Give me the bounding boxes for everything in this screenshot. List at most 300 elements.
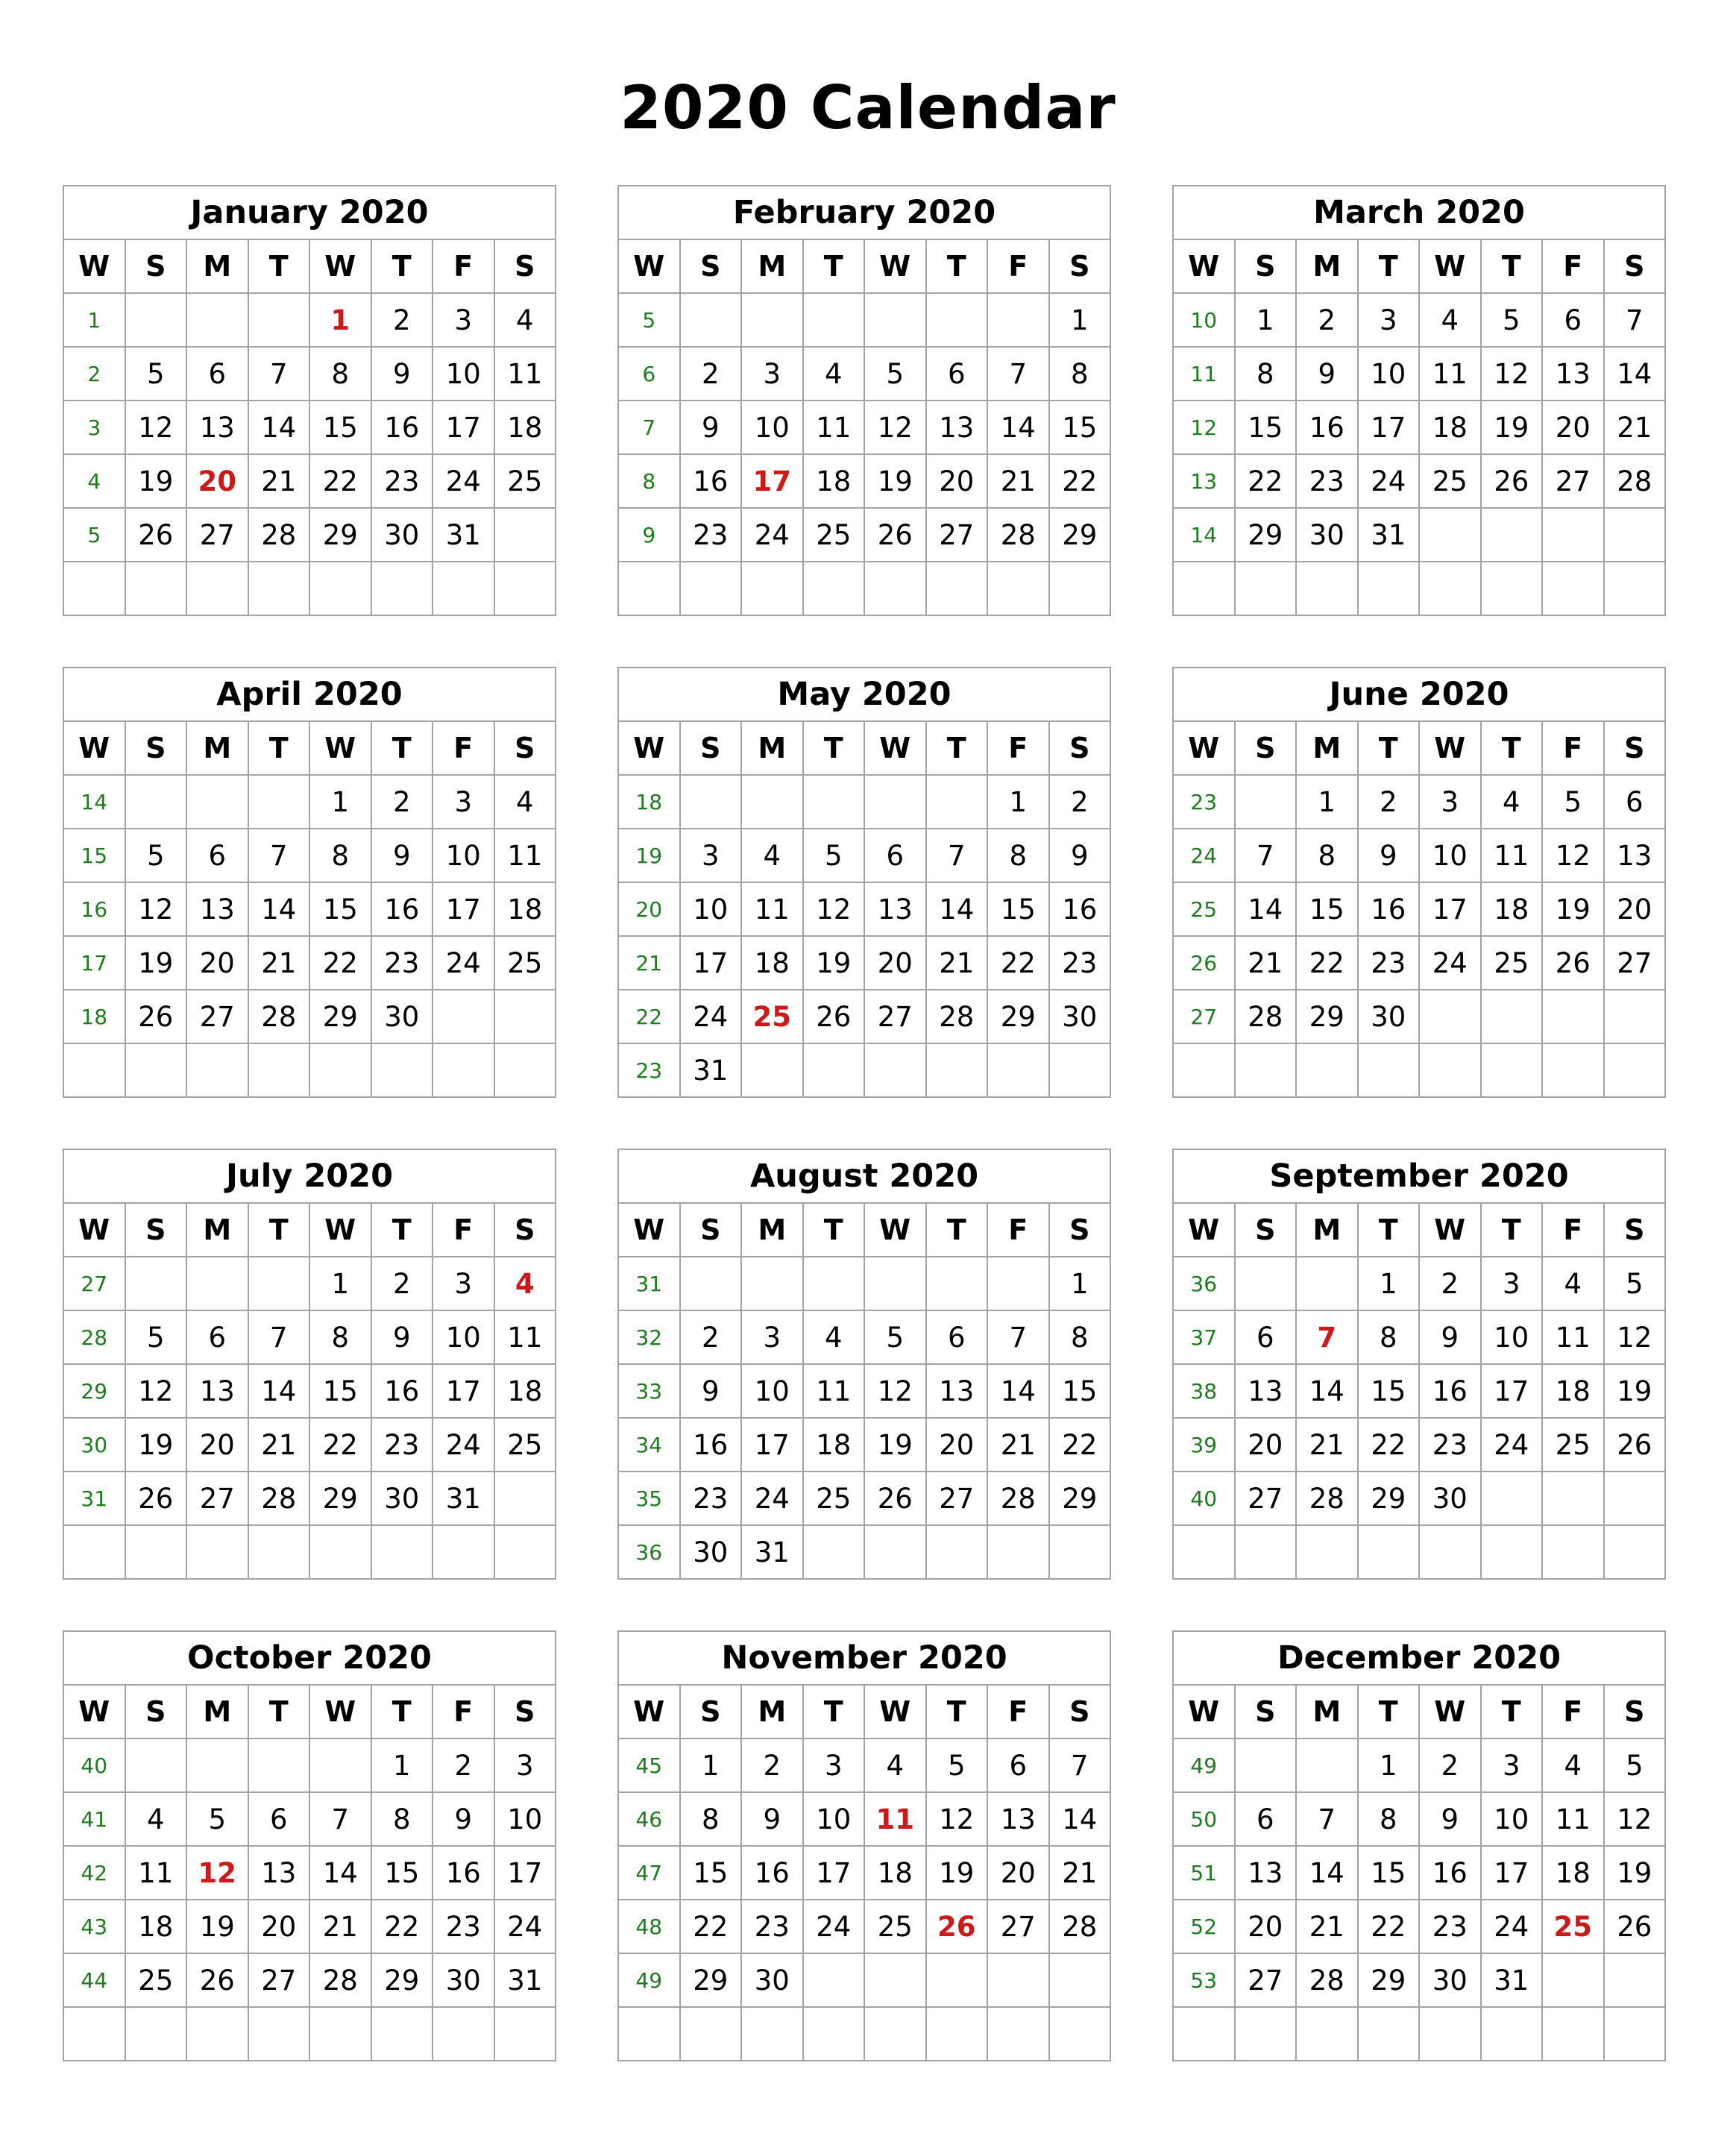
day-cell[interactable]: 14 xyxy=(1296,1364,1358,1418)
day-cell[interactable]: 7 xyxy=(1604,293,1666,347)
day-cell[interactable]: 29 xyxy=(309,1472,371,1525)
day-cell[interactable]: 16 xyxy=(1049,882,1111,936)
day-cell[interactable]: 28 xyxy=(248,1472,310,1525)
day-cell[interactable]: 1 xyxy=(309,775,371,829)
day-cell[interactable]: 13 xyxy=(987,1792,1049,1846)
day-cell[interactable]: 3 xyxy=(1481,1257,1543,1310)
holiday-day-cell[interactable]: 4 xyxy=(494,1257,556,1310)
day-cell[interactable]: 3 xyxy=(433,293,494,347)
day-cell[interactable]: 11 xyxy=(1419,347,1481,401)
day-cell[interactable]: 7 xyxy=(248,829,310,882)
day-cell[interactable]: 13 xyxy=(864,882,926,936)
day-cell[interactable]: 1 xyxy=(1358,1739,1420,1792)
day-cell[interactable]: 18 xyxy=(1419,401,1481,454)
day-cell[interactable]: 22 xyxy=(1358,1418,1420,1472)
day-cell[interactable]: 21 xyxy=(1296,1900,1358,1953)
day-cell[interactable]: 11 xyxy=(803,401,865,454)
day-cell[interactable]: 25 xyxy=(494,454,556,508)
day-cell[interactable]: 17 xyxy=(680,936,742,990)
day-cell[interactable]: 5 xyxy=(926,1739,988,1792)
day-cell[interactable]: 26 xyxy=(1481,454,1543,508)
day-cell[interactable]: 31 xyxy=(1358,508,1420,562)
day-cell[interactable]: 7 xyxy=(987,347,1049,401)
day-cell[interactable]: 15 xyxy=(987,882,1049,936)
day-cell[interactable]: 13 xyxy=(926,1364,988,1418)
day-cell[interactable]: 29 xyxy=(371,1953,433,2007)
day-cell[interactable]: 25 xyxy=(125,1953,187,2007)
day-cell[interactable]: 16 xyxy=(371,882,433,936)
day-cell[interactable]: 31 xyxy=(433,1472,494,1525)
day-cell[interactable]: 26 xyxy=(125,990,187,1043)
day-cell[interactable]: 7 xyxy=(248,347,310,401)
day-cell[interactable]: 2 xyxy=(371,775,433,829)
day-cell[interactable]: 30 xyxy=(371,508,433,562)
day-cell[interactable]: 18 xyxy=(803,1418,865,1472)
day-cell[interactable]: 2 xyxy=(680,1310,742,1364)
day-cell[interactable]: 4 xyxy=(494,775,556,829)
day-cell[interactable]: 18 xyxy=(1481,882,1543,936)
day-cell[interactable]: 19 xyxy=(864,1418,926,1472)
day-cell[interactable]: 20 xyxy=(926,454,988,508)
day-cell[interactable]: 5 xyxy=(803,829,865,882)
day-cell[interactable]: 31 xyxy=(680,1043,742,1097)
day-cell[interactable]: 8 xyxy=(309,1310,371,1364)
day-cell[interactable]: 8 xyxy=(371,1792,433,1846)
day-cell[interactable]: 8 xyxy=(1358,1310,1420,1364)
day-cell[interactable]: 9 xyxy=(371,1310,433,1364)
day-cell[interactable]: 24 xyxy=(1481,1418,1543,1472)
day-cell[interactable]: 14 xyxy=(1604,347,1666,401)
day-cell[interactable]: 15 xyxy=(1235,401,1297,454)
day-cell[interactable]: 1 xyxy=(1049,1257,1111,1310)
day-cell[interactable]: 4 xyxy=(1481,775,1543,829)
day-cell[interactable]: 23 xyxy=(1419,1900,1481,1953)
day-cell[interactable]: 29 xyxy=(309,990,371,1043)
day-cell[interactable]: 11 xyxy=(1542,1792,1604,1846)
day-cell[interactable]: 23 xyxy=(1049,936,1111,990)
day-cell[interactable]: 26 xyxy=(125,1472,187,1525)
day-cell[interactable]: 18 xyxy=(803,454,865,508)
day-cell[interactable]: 20 xyxy=(186,1418,248,1472)
day-cell[interactable]: 7 xyxy=(987,1310,1049,1364)
day-cell[interactable]: 9 xyxy=(1419,1310,1481,1364)
day-cell[interactable]: 17 xyxy=(803,1846,865,1900)
day-cell[interactable]: 7 xyxy=(1235,829,1297,882)
day-cell[interactable]: 4 xyxy=(864,1739,926,1792)
day-cell[interactable]: 25 xyxy=(494,1418,556,1472)
day-cell[interactable]: 12 xyxy=(803,882,865,936)
day-cell[interactable]: 26 xyxy=(1542,936,1604,990)
day-cell[interactable]: 17 xyxy=(741,1418,803,1472)
day-cell[interactable]: 13 xyxy=(1235,1364,1297,1418)
day-cell[interactable]: 4 xyxy=(741,829,803,882)
holiday-day-cell[interactable]: 12 xyxy=(186,1846,248,1900)
day-cell[interactable]: 27 xyxy=(186,508,248,562)
day-cell[interactable]: 21 xyxy=(248,454,310,508)
day-cell[interactable]: 24 xyxy=(680,990,742,1043)
day-cell[interactable]: 24 xyxy=(741,508,803,562)
day-cell[interactable]: 5 xyxy=(125,1310,187,1364)
holiday-day-cell[interactable]: 20 xyxy=(186,454,248,508)
day-cell[interactable]: 29 xyxy=(987,990,1049,1043)
day-cell[interactable]: 17 xyxy=(433,882,494,936)
day-cell[interactable]: 19 xyxy=(125,1418,187,1472)
day-cell[interactable]: 24 xyxy=(433,454,494,508)
day-cell[interactable]: 1 xyxy=(371,1739,433,1792)
day-cell[interactable]: 16 xyxy=(371,1364,433,1418)
day-cell[interactable]: 12 xyxy=(1604,1310,1666,1364)
day-cell[interactable]: 12 xyxy=(926,1792,988,1846)
day-cell[interactable]: 9 xyxy=(1358,829,1420,882)
day-cell[interactable]: 5 xyxy=(864,1310,926,1364)
day-cell[interactable]: 5 xyxy=(125,829,187,882)
day-cell[interactable]: 13 xyxy=(186,401,248,454)
day-cell[interactable]: 23 xyxy=(680,1472,742,1525)
day-cell[interactable]: 24 xyxy=(433,936,494,990)
day-cell[interactable]: 12 xyxy=(1481,347,1543,401)
day-cell[interactable]: 31 xyxy=(1481,1953,1543,2007)
day-cell[interactable]: 25 xyxy=(1481,936,1543,990)
day-cell[interactable]: 14 xyxy=(926,882,988,936)
day-cell[interactable]: 9 xyxy=(680,1364,742,1418)
day-cell[interactable]: 19 xyxy=(1481,401,1543,454)
day-cell[interactable]: 31 xyxy=(433,508,494,562)
day-cell[interactable]: 15 xyxy=(309,882,371,936)
day-cell[interactable]: 22 xyxy=(1358,1900,1420,1953)
day-cell[interactable]: 23 xyxy=(1358,936,1420,990)
day-cell[interactable]: 25 xyxy=(1542,1418,1604,1472)
day-cell[interactable]: 27 xyxy=(186,990,248,1043)
day-cell[interactable]: 16 xyxy=(1419,1364,1481,1418)
day-cell[interactable]: 29 xyxy=(1358,1953,1420,2007)
day-cell[interactable]: 10 xyxy=(1419,829,1481,882)
day-cell[interactable]: 25 xyxy=(1419,454,1481,508)
day-cell[interactable]: 18 xyxy=(494,1364,556,1418)
day-cell[interactable]: 20 xyxy=(248,1900,310,1953)
day-cell[interactable]: 9 xyxy=(371,347,433,401)
day-cell[interactable]: 4 xyxy=(803,1310,865,1364)
day-cell[interactable]: 29 xyxy=(1049,1472,1111,1525)
day-cell[interactable]: 17 xyxy=(1481,1846,1543,1900)
day-cell[interactable]: 26 xyxy=(1604,1900,1666,1953)
day-cell[interactable]: 20 xyxy=(1235,1900,1297,1953)
day-cell[interactable]: 17 xyxy=(1358,401,1420,454)
holiday-day-cell[interactable]: 11 xyxy=(864,1792,926,1846)
day-cell[interactable]: 6 xyxy=(1235,1792,1297,1846)
day-cell[interactable]: 17 xyxy=(433,1364,494,1418)
day-cell[interactable]: 23 xyxy=(371,1418,433,1472)
day-cell[interactable]: 13 xyxy=(186,1364,248,1418)
day-cell[interactable]: 6 xyxy=(186,1310,248,1364)
day-cell[interactable]: 26 xyxy=(864,508,926,562)
day-cell[interactable]: 18 xyxy=(494,401,556,454)
day-cell[interactable]: 27 xyxy=(248,1953,310,2007)
day-cell[interactable]: 15 xyxy=(1049,401,1111,454)
day-cell[interactable]: 14 xyxy=(309,1846,371,1900)
day-cell[interactable]: 21 xyxy=(248,936,310,990)
day-cell[interactable]: 16 xyxy=(433,1846,494,1900)
day-cell[interactable]: 8 xyxy=(1296,829,1358,882)
day-cell[interactable]: 2 xyxy=(1358,775,1420,829)
day-cell[interactable]: 14 xyxy=(1049,1792,1111,1846)
day-cell[interactable]: 16 xyxy=(1296,401,1358,454)
day-cell[interactable]: 10 xyxy=(1481,1310,1543,1364)
day-cell[interactable]: 11 xyxy=(1542,1310,1604,1364)
day-cell[interactable]: 14 xyxy=(987,401,1049,454)
day-cell[interactable]: 10 xyxy=(1481,1792,1543,1846)
day-cell[interactable]: 6 xyxy=(926,1310,988,1364)
day-cell[interactable]: 12 xyxy=(864,401,926,454)
day-cell[interactable]: 6 xyxy=(1542,293,1604,347)
day-cell[interactable]: 13 xyxy=(926,401,988,454)
day-cell[interactable]: 27 xyxy=(186,1472,248,1525)
day-cell[interactable]: 27 xyxy=(1542,454,1604,508)
day-cell[interactable]: 18 xyxy=(864,1846,926,1900)
day-cell[interactable]: 14 xyxy=(248,401,310,454)
day-cell[interactable]: 22 xyxy=(1049,454,1111,508)
day-cell[interactable]: 20 xyxy=(987,1846,1049,1900)
day-cell[interactable]: 23 xyxy=(680,508,742,562)
day-cell[interactable]: 12 xyxy=(1542,829,1604,882)
day-cell[interactable]: 20 xyxy=(1542,401,1604,454)
day-cell[interactable]: 3 xyxy=(741,347,803,401)
day-cell[interactable]: 3 xyxy=(1481,1739,1543,1792)
day-cell[interactable]: 10 xyxy=(433,1310,494,1364)
day-cell[interactable]: 6 xyxy=(248,1792,310,1846)
day-cell[interactable]: 7 xyxy=(1296,1792,1358,1846)
day-cell[interactable]: 15 xyxy=(1358,1364,1420,1418)
day-cell[interactable]: 12 xyxy=(125,882,187,936)
day-cell[interactable]: 24 xyxy=(1481,1900,1543,1953)
day-cell[interactable]: 11 xyxy=(494,829,556,882)
day-cell[interactable]: 4 xyxy=(1542,1257,1604,1310)
day-cell[interactable]: 29 xyxy=(1049,508,1111,562)
day-cell[interactable]: 21 xyxy=(1049,1846,1111,1900)
day-cell[interactable]: 12 xyxy=(1604,1792,1666,1846)
day-cell[interactable]: 16 xyxy=(371,401,433,454)
day-cell[interactable]: 19 xyxy=(125,454,187,508)
day-cell[interactable]: 19 xyxy=(186,1900,248,1953)
day-cell[interactable]: 14 xyxy=(248,1364,310,1418)
holiday-day-cell[interactable]: 26 xyxy=(926,1900,988,1953)
day-cell[interactable]: 13 xyxy=(248,1846,310,1900)
day-cell[interactable]: 21 xyxy=(1604,401,1666,454)
day-cell[interactable]: 27 xyxy=(1235,1953,1297,2007)
day-cell[interactable]: 4 xyxy=(1419,293,1481,347)
day-cell[interactable]: 1 xyxy=(1296,775,1358,829)
day-cell[interactable]: 9 xyxy=(433,1792,494,1846)
day-cell[interactable]: 1 xyxy=(987,775,1049,829)
day-cell[interactable]: 13 xyxy=(1235,1846,1297,1900)
day-cell[interactable]: 5 xyxy=(864,347,926,401)
day-cell[interactable]: 8 xyxy=(1049,1310,1111,1364)
day-cell[interactable]: 5 xyxy=(1604,1257,1666,1310)
day-cell[interactable]: 28 xyxy=(1296,1472,1358,1525)
day-cell[interactable]: 18 xyxy=(1542,1846,1604,1900)
holiday-day-cell[interactable]: 25 xyxy=(1542,1900,1604,1953)
day-cell[interactable]: 31 xyxy=(741,1525,803,1579)
day-cell[interactable]: 6 xyxy=(926,347,988,401)
day-cell[interactable]: 30 xyxy=(371,990,433,1043)
day-cell[interactable]: 16 xyxy=(741,1846,803,1900)
day-cell[interactable]: 18 xyxy=(741,936,803,990)
day-cell[interactable]: 9 xyxy=(1419,1792,1481,1846)
day-cell[interactable]: 4 xyxy=(494,293,556,347)
day-cell[interactable]: 10 xyxy=(741,1364,803,1418)
day-cell[interactable]: 23 xyxy=(741,1900,803,1953)
day-cell[interactable]: 22 xyxy=(1235,454,1297,508)
day-cell[interactable]: 25 xyxy=(803,508,865,562)
day-cell[interactable]: 14 xyxy=(1296,1846,1358,1900)
day-cell[interactable]: 10 xyxy=(433,347,494,401)
day-cell[interactable]: 26 xyxy=(803,990,865,1043)
day-cell[interactable]: 3 xyxy=(433,775,494,829)
day-cell[interactable]: 24 xyxy=(1419,936,1481,990)
day-cell[interactable]: 8 xyxy=(1235,347,1297,401)
day-cell[interactable]: 27 xyxy=(987,1900,1049,1953)
day-cell[interactable]: 7 xyxy=(1049,1739,1111,1792)
day-cell[interactable]: 5 xyxy=(1542,775,1604,829)
day-cell[interactable]: 30 xyxy=(680,1525,742,1579)
day-cell[interactable]: 20 xyxy=(1604,882,1666,936)
day-cell[interactable]: 31 xyxy=(494,1953,556,2007)
day-cell[interactable]: 3 xyxy=(1358,293,1420,347)
day-cell[interactable]: 27 xyxy=(864,990,926,1043)
day-cell[interactable]: 4 xyxy=(803,347,865,401)
day-cell[interactable]: 30 xyxy=(1296,508,1358,562)
day-cell[interactable]: 15 xyxy=(1296,882,1358,936)
day-cell[interactable]: 14 xyxy=(1235,882,1297,936)
day-cell[interactable]: 1 xyxy=(1049,293,1111,347)
day-cell[interactable]: 6 xyxy=(864,829,926,882)
day-cell[interactable]: 24 xyxy=(1358,454,1420,508)
holiday-day-cell[interactable]: 7 xyxy=(1296,1310,1358,1364)
day-cell[interactable]: 4 xyxy=(1542,1739,1604,1792)
day-cell[interactable]: 11 xyxy=(494,1310,556,1364)
day-cell[interactable]: 23 xyxy=(1419,1418,1481,1472)
day-cell[interactable]: 28 xyxy=(309,1953,371,2007)
holiday-day-cell[interactable]: 1 xyxy=(309,293,371,347)
day-cell[interactable]: 10 xyxy=(680,882,742,936)
day-cell[interactable]: 11 xyxy=(803,1364,865,1418)
day-cell[interactable]: 8 xyxy=(1358,1792,1420,1846)
day-cell[interactable]: 14 xyxy=(248,882,310,936)
day-cell[interactable]: 28 xyxy=(987,1472,1049,1525)
day-cell[interactable]: 2 xyxy=(1419,1257,1481,1310)
day-cell[interactable]: 8 xyxy=(987,829,1049,882)
day-cell[interactable]: 5 xyxy=(125,347,187,401)
holiday-day-cell[interactable]: 25 xyxy=(741,990,803,1043)
day-cell[interactable]: 27 xyxy=(926,1472,988,1525)
day-cell[interactable]: 10 xyxy=(494,1792,556,1846)
day-cell[interactable]: 6 xyxy=(987,1739,1049,1792)
day-cell[interactable]: 21 xyxy=(309,1900,371,1953)
day-cell[interactable]: 30 xyxy=(433,1953,494,2007)
day-cell[interactable]: 30 xyxy=(1419,1953,1481,2007)
day-cell[interactable]: 16 xyxy=(1419,1846,1481,1900)
day-cell[interactable]: 3 xyxy=(680,829,742,882)
day-cell[interactable]: 27 xyxy=(1604,936,1666,990)
day-cell[interactable]: 26 xyxy=(1604,1418,1666,1472)
day-cell[interactable]: 10 xyxy=(803,1792,865,1846)
day-cell[interactable]: 6 xyxy=(1604,775,1666,829)
day-cell[interactable]: 2 xyxy=(433,1739,494,1792)
day-cell[interactable]: 18 xyxy=(1542,1364,1604,1418)
day-cell[interactable]: 10 xyxy=(1358,347,1420,401)
day-cell[interactable]: 22 xyxy=(1296,936,1358,990)
day-cell[interactable]: 28 xyxy=(248,508,310,562)
day-cell[interactable]: 2 xyxy=(741,1739,803,1792)
day-cell[interactable]: 1 xyxy=(1235,293,1297,347)
day-cell[interactable]: 12 xyxy=(125,401,187,454)
day-cell[interactable]: 14 xyxy=(987,1364,1049,1418)
day-cell[interactable]: 20 xyxy=(1235,1418,1297,1472)
day-cell[interactable]: 2 xyxy=(371,1257,433,1310)
day-cell[interactable]: 1 xyxy=(309,1257,371,1310)
day-cell[interactable]: 22 xyxy=(987,936,1049,990)
day-cell[interactable]: 15 xyxy=(1358,1846,1420,1900)
day-cell[interactable]: 2 xyxy=(680,347,742,401)
day-cell[interactable]: 24 xyxy=(741,1472,803,1525)
day-cell[interactable]: 21 xyxy=(987,1418,1049,1472)
day-cell[interactable]: 11 xyxy=(494,347,556,401)
day-cell[interactable]: 17 xyxy=(1419,882,1481,936)
day-cell[interactable]: 19 xyxy=(864,454,926,508)
day-cell[interactable]: 30 xyxy=(371,1472,433,1525)
day-cell[interactable]: 21 xyxy=(1296,1418,1358,1472)
day-cell[interactable]: 26 xyxy=(186,1953,248,2007)
day-cell[interactable]: 9 xyxy=(1049,829,1111,882)
day-cell[interactable]: 3 xyxy=(494,1739,556,1792)
day-cell[interactable]: 8 xyxy=(309,829,371,882)
day-cell[interactable]: 17 xyxy=(1481,1364,1543,1418)
day-cell[interactable]: 16 xyxy=(1358,882,1420,936)
day-cell[interactable]: 2 xyxy=(1419,1739,1481,1792)
day-cell[interactable]: 28 xyxy=(1604,454,1666,508)
day-cell[interactable]: 9 xyxy=(741,1792,803,1846)
day-cell[interactable]: 19 xyxy=(1542,882,1604,936)
day-cell[interactable]: 5 xyxy=(1481,293,1543,347)
day-cell[interactable]: 5 xyxy=(186,1792,248,1846)
day-cell[interactable]: 3 xyxy=(741,1310,803,1364)
day-cell[interactable]: 24 xyxy=(494,1900,556,1953)
day-cell[interactable]: 12 xyxy=(125,1364,187,1418)
day-cell[interactable]: 29 xyxy=(1235,508,1297,562)
day-cell[interactable]: 19 xyxy=(125,936,187,990)
day-cell[interactable]: 2 xyxy=(1049,775,1111,829)
day-cell[interactable]: 6 xyxy=(186,829,248,882)
day-cell[interactable]: 6 xyxy=(186,347,248,401)
day-cell[interactable]: 21 xyxy=(926,936,988,990)
day-cell[interactable]: 28 xyxy=(1235,990,1297,1043)
day-cell[interactable]: 7 xyxy=(248,1310,310,1364)
day-cell[interactable]: 7 xyxy=(926,829,988,882)
day-cell[interactable]: 13 xyxy=(1604,829,1666,882)
day-cell[interactable]: 19 xyxy=(1604,1364,1666,1418)
day-cell[interactable]: 23 xyxy=(371,936,433,990)
day-cell[interactable]: 3 xyxy=(803,1739,865,1792)
day-cell[interactable]: 30 xyxy=(741,1953,803,2007)
day-cell[interactable]: 25 xyxy=(864,1900,926,1953)
day-cell[interactable]: 28 xyxy=(926,990,988,1043)
day-cell[interactable]: 24 xyxy=(803,1900,865,1953)
day-cell[interactable]: 26 xyxy=(864,1472,926,1525)
day-cell[interactable]: 27 xyxy=(1235,1472,1297,1525)
day-cell[interactable]: 6 xyxy=(1235,1310,1297,1364)
day-cell[interactable]: 21 xyxy=(248,1418,310,1472)
day-cell[interactable]: 16 xyxy=(680,454,742,508)
day-cell[interactable]: 11 xyxy=(125,1846,187,1900)
